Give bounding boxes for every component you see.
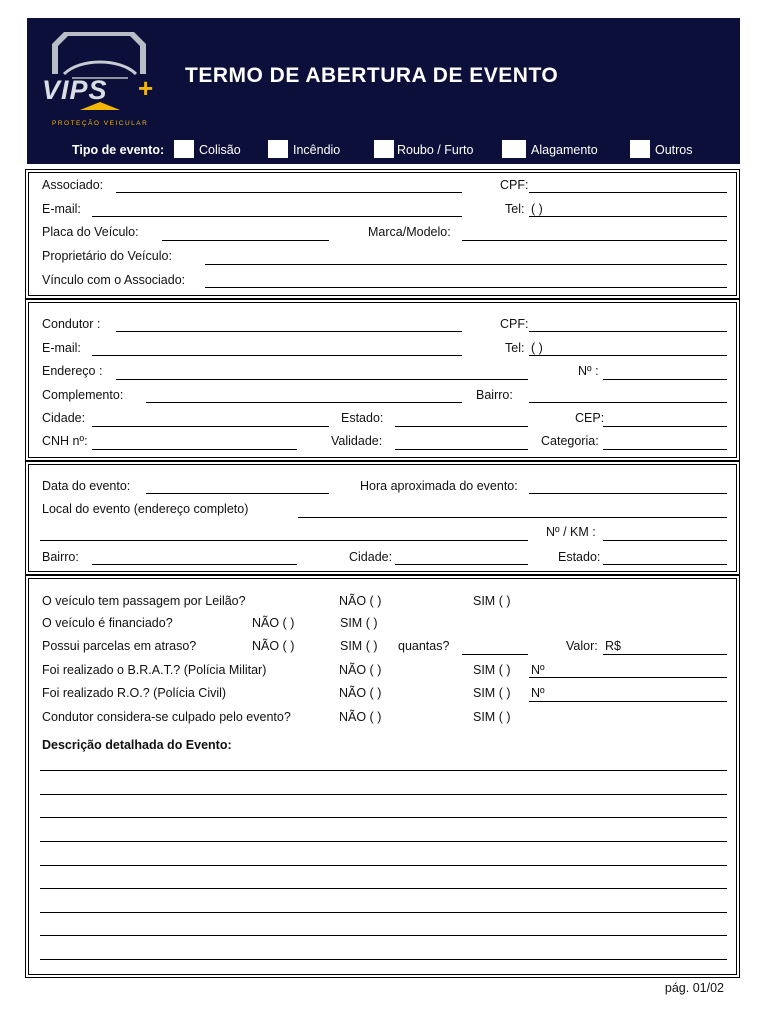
label-hora-evento: Hora aproximada do evento: <box>360 479 518 493</box>
label-bairro-evento: Bairro: <box>42 550 79 564</box>
field-local-evento[interactable] <box>298 517 727 518</box>
label-cep: CEP: <box>575 411 605 425</box>
label-tel-condutor: Tel: <box>505 341 525 355</box>
description-line[interactable] <box>40 912 727 913</box>
label-rs: R$ <box>605 639 621 653</box>
label-validade: Validade: <box>331 434 383 448</box>
description-line[interactable] <box>40 865 727 866</box>
label-cnh: CNH nº: <box>42 434 88 448</box>
field-vinculo[interactable] <box>205 287 727 288</box>
field-complemento[interactable] <box>146 402 462 403</box>
field-cpf-condutor[interactable] <box>529 331 727 332</box>
option-leilao-nao[interactable]: NÃO ( ) <box>339 594 382 608</box>
question-leilao: O veículo tem passagem por Leilão? <box>42 594 246 608</box>
label-vinculo: Vínculo com o Associado: <box>42 273 186 287</box>
label-descricao: Descrição detalhada do Evento: <box>42 738 232 752</box>
label-cidade-evento: Cidade: <box>349 550 393 564</box>
option-ro-nao[interactable]: NÃO ( ) <box>339 686 382 700</box>
label-numero: Nº : <box>578 364 599 378</box>
field-valor[interactable] <box>603 654 727 655</box>
label-proprietario: Proprietário do Veículo: <box>42 249 172 263</box>
label-valor: Valor: <box>566 639 598 653</box>
checkbox-alagamento[interactable] <box>502 140 526 158</box>
field-bairro-evento[interactable] <box>92 564 297 565</box>
field-marca-modelo[interactable] <box>462 240 727 241</box>
option-culpado-nao[interactable]: NÃO ( ) <box>339 710 382 724</box>
description-line[interactable] <box>40 935 727 936</box>
field-proprietario[interactable] <box>205 264 727 265</box>
field-n-km[interactable] <box>603 540 727 541</box>
label-roubo-furto: Roubo / Furto <box>397 143 474 157</box>
field-email[interactable] <box>92 216 462 217</box>
label-estado-evento: Estado: <box>558 550 601 564</box>
logo-text: VIPS <box>42 75 108 105</box>
label-tel: Tel: <box>505 202 525 216</box>
field-local-evento-line2[interactable] <box>40 540 528 541</box>
field-placa[interactable] <box>162 240 329 241</box>
page-number: pág. 01/02 <box>664 981 724 995</box>
label-endereco: Endereço : <box>42 364 103 378</box>
question-parcelas: Possui parcelas em atraso? <box>42 639 197 653</box>
label-cpf: CPF: <box>500 178 529 192</box>
field-hora-evento[interactable] <box>529 493 727 494</box>
field-condutor[interactable] <box>116 331 462 332</box>
event-type-label: Tipo de evento: <box>72 143 165 157</box>
tel-ddd: ( ) <box>531 202 543 216</box>
option-brat-nao[interactable]: NÃO ( ) <box>339 663 382 677</box>
checkbox-incendio[interactable] <box>268 140 288 158</box>
label-brat-numero: Nº <box>531 663 545 677</box>
label-marca-modelo: Marca/Modelo: <box>368 225 451 239</box>
option-financiado-nao[interactable]: NÃO ( ) <box>252 616 295 630</box>
option-ro-sim[interactable]: SIM ( ) <box>473 686 511 700</box>
question-financiado: O veículo é financiado? <box>42 616 173 630</box>
question-ro: Foi realizado R.O.? (Polícia Civil) <box>42 686 227 700</box>
checkbox-roubo-furto[interactable] <box>374 140 394 158</box>
label-n-km: Nº / KM : <box>546 525 596 539</box>
field-cidade-evento[interactable] <box>395 564 528 565</box>
field-associado[interactable] <box>116 192 462 193</box>
checkbox-outros[interactable] <box>630 140 650 158</box>
checkbox-colisao[interactable] <box>174 140 194 158</box>
logo-plus: + <box>138 73 154 103</box>
section-condutor <box>25 299 740 461</box>
field-tel-condutor[interactable] <box>529 355 727 356</box>
page-title: TERMO DE ABERTURA DE EVENTO <box>185 64 559 87</box>
label-incendio: Incêndio <box>293 143 341 157</box>
label-estado: Estado: <box>341 411 384 425</box>
field-estado[interactable] <box>395 426 528 427</box>
field-numero[interactable] <box>603 379 727 380</box>
label-cpf-condutor: CPF: <box>500 317 529 331</box>
option-brat-sim[interactable]: SIM ( ) <box>473 663 511 677</box>
question-culpado: Condutor considera-se culpado pelo evento? <box>42 710 291 724</box>
field-cep[interactable] <box>603 426 727 427</box>
label-local-evento: Local do evento (endereço completo) <box>42 502 249 516</box>
label-colisao: Colisão <box>199 143 241 157</box>
field-bairro[interactable] <box>529 402 727 403</box>
field-data-evento[interactable] <box>146 493 329 494</box>
field-endereco[interactable] <box>116 379 528 380</box>
option-parcelas-sim[interactable]: SIM ( ) <box>340 639 378 653</box>
label-categoria: Categoria: <box>541 434 599 448</box>
option-leilao-sim[interactable]: SIM ( ) <box>473 594 511 608</box>
description-line[interactable] <box>40 817 727 818</box>
description-line[interactable] <box>40 888 727 889</box>
option-parcelas-nao[interactable]: NÃO ( ) <box>252 639 295 653</box>
label-condutor: Condutor : <box>42 317 101 331</box>
description-line[interactable] <box>40 841 727 842</box>
label-complemento: Complemento: <box>42 388 124 402</box>
label-cidade: Cidade: <box>42 411 86 425</box>
field-quantas[interactable] <box>462 654 528 655</box>
label-associado: Associado: <box>42 178 104 192</box>
field-ro-numero[interactable] <box>529 701 727 702</box>
field-estado-evento[interactable] <box>603 564 727 565</box>
section-questoes <box>25 575 740 978</box>
field-cpf[interactable] <box>529 192 727 193</box>
description-line[interactable] <box>40 770 727 771</box>
label-outros: Outros <box>655 143 693 157</box>
tel-ddd-condutor: ( ) <box>531 341 543 355</box>
logo-tagline: PROTEÇÃO VEICULAR <box>52 120 149 127</box>
label-quantas: quantas? <box>398 639 450 653</box>
field-cidade[interactable] <box>92 426 329 427</box>
label-ro-numero: Nº <box>531 686 545 700</box>
label-bairro: Bairro: <box>476 388 513 402</box>
option-culpado-sim[interactable]: SIM ( ) <box>473 710 511 724</box>
field-tel[interactable] <box>529 216 727 217</box>
field-email-condutor[interactable] <box>92 355 462 356</box>
field-cnh[interactable] <box>92 449 297 450</box>
field-categoria[interactable] <box>603 449 727 450</box>
label-email-condutor: E-mail: <box>42 341 81 355</box>
label-placa: Placa do Veículo: <box>42 225 139 239</box>
field-validade[interactable] <box>395 449 528 450</box>
field-brat-numero[interactable] <box>529 677 727 678</box>
question-brat: Foi realizado o B.R.A.T.? (Polícia Militar) <box>42 663 267 677</box>
option-financiado-sim[interactable]: SIM ( ) <box>340 616 378 630</box>
label-alagamento: Alagamento <box>531 143 598 157</box>
label-data-evento: Data do evento: <box>42 479 131 493</box>
label-email: E-mail: <box>42 202 81 216</box>
description-line[interactable] <box>40 794 727 795</box>
description-line[interactable] <box>40 959 727 960</box>
